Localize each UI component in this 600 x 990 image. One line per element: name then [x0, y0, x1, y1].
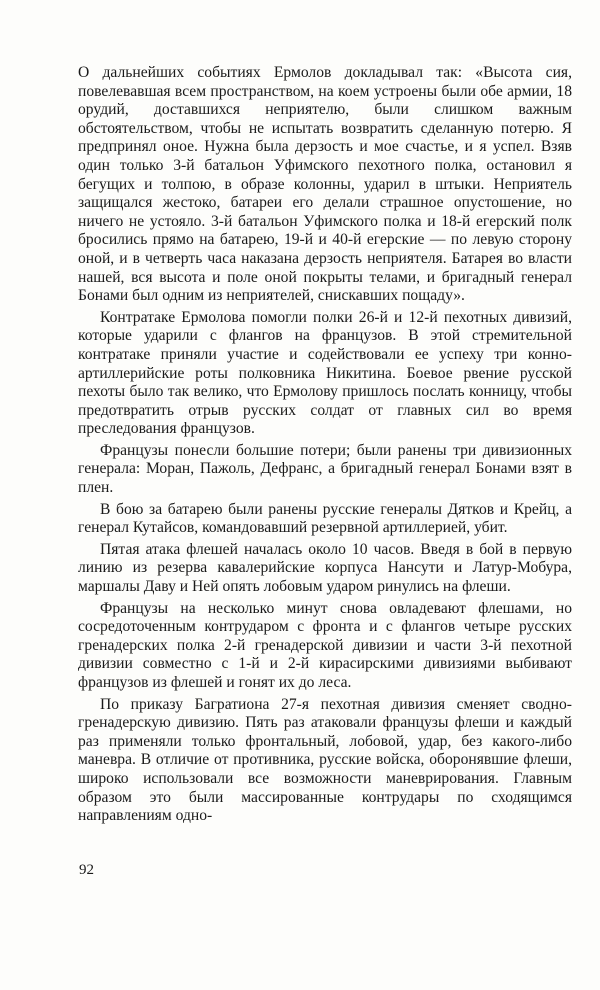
paragraph-3: Французы понесли большие потери; были ранены три дивизионных генерала: Моран, Пажоль, Дефранс, а бригадный генерал Бонами взят в плен. — [78, 441, 572, 497]
body-text — [78, 64, 572, 829]
paragraph-4: В бою за батарею были ранены русские генералы Дятков и Крейц, а генерал Кутайсов, командовавший резервной артиллерией, убит. — [78, 500, 572, 537]
paragraph-1: О дальнейших событиях Ермолов докладывал так: «Высота сия, повелевавшая всем пространством, на коем устроены были обе армии, 18 орудий, доставшихся неприятелю, были слишком важным обстоятельством, чтобы не испытать возвратить сделанную потерю. Я предпринял оное. Нужна была дерзость и мое счастье, и я успел. Взяв один только 3-й батальон Уфимского пехотного полка, остановил я бегущих и толпою, в образе колонны, ударил в штыки. Неприятель защищался жестоко, батареи его делали страшное опустошение, но ничего не устояло. 3-й батальон Уфимского полка и 18-й егерский полк бросились прямо на батарею, 19-й и 40-й егерские — по левую сторону оной, и в четверть часа наказана дерзость неприятеля. Батарея во власти нашей, вся высота и поле оной покрыты телами, и бригадный генерал Бонами был одним из неприятелей, снискавших пощаду». — [78, 64, 572, 305]
paragraph-2: Контратаке Ермолова помогли полки 26-й и 12-й пехотных дивизий, которые ударили с флангов на французов. В этой стремительной контратаке приняли участие и содействовали ее успеху три конно-артиллерийские роты полковника Никитина. Боевое рвение русской пехоты было так велико, что Ермолову пришлось послать конницу, чтобы предотвратить отрыв русских солдат от главных сил во время преследования французов. — [78, 308, 572, 438]
paragraph-5: Пятая атака флешей началась около 10 часов. Введя в бой в первую линию из резерва кавалерийские корпуса Нансути и Латур-Мобура, маршалы Даву и Ней опять лобовым ударом ринулись на флеши. — [78, 540, 572, 596]
paragraph-7: По приказу Багратиона 27-я пехотная дивизия сменяет сводно-гренадерскую дивизию. Пять раз атаковали французы флеши и каждый раз применяли только фронтальный, лобовой, удар, без какого-либо маневра. В отличие от противника, русские войска, оборонявшие флеши, широко использовали все возможности маневрирования. Главным образом это были массированные контрудары по сходящимся направлениям одно- — [78, 695, 572, 825]
paragraph-6: Французы на несколько минут снова овладевают флешами, но сосредоточенным контрударом с фронта и с флангов четыре русских гренадерских полка 2-й гренадерской дивизии и части 3-й пехотной дивизии совместно с 1-й и 2-й кирасирскими дивизиями выбивают французов из флешей и гонят их до леса. — [78, 599, 572, 691]
page-number: 92 — [79, 862, 94, 878]
